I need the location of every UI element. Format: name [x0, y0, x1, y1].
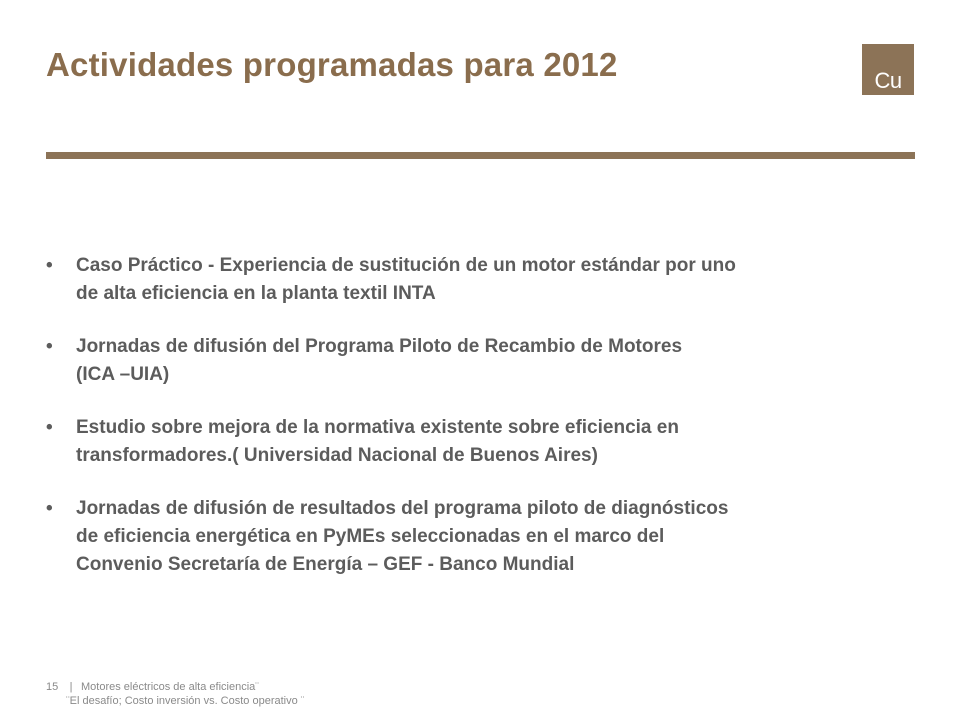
bullet-line: Jornadas de difusión de resultados del programa piloto de diagnósticos — [76, 498, 729, 519]
bullet-line: de eficiencia energética en PyMEs seleccionadas en el marco del — [76, 526, 665, 547]
bullet-line: (ICA –UIA) — [76, 364, 170, 385]
bullet-item — [46, 252, 926, 308]
bullet-line: Jornadas de difusión del Programa Piloto de Recambio de Motores — [76, 336, 683, 357]
bullet-item — [46, 414, 926, 470]
logo-text: Cu — [874, 68, 902, 93]
bullet-line: de alta eficiencia en la planta textil INTA — [76, 283, 436, 304]
footer-line-1: Motores eléctricos de alta eficiencia¨ — [81, 681, 259, 693]
bullet-dot-icon: • — [46, 255, 53, 276]
bullet-line: Caso Práctico - Experiencia de sustitución de un motor estándar por uno — [76, 255, 736, 276]
cu-logo — [862, 44, 914, 95]
bullet-line: Estudio sobre mejora de la normativa existente sobre eficiencia en — [76, 417, 679, 438]
bullet-item — [46, 495, 926, 579]
slide-title: Actividades programadas para 2012 — [46, 46, 618, 83]
page-number: 15 — [46, 681, 59, 693]
bullet-dot-icon: • — [46, 417, 53, 438]
slide-footer — [46, 680, 304, 708]
bullet-dot-icon: • — [46, 498, 53, 519]
footer-separator: | — [69, 681, 73, 693]
footer-line-2: ¨El desafío; Costo inversión vs. Costo operativo ¨ — [66, 695, 305, 707]
bullet-dot-icon: • — [46, 336, 53, 357]
title-divider — [46, 152, 915, 159]
bullet-list — [46, 252, 926, 604]
bullet-line: Convenio Secretaría de Energía – GEF - Banco Mundial — [76, 554, 575, 575]
bullet-item — [46, 333, 926, 389]
bullet-line: transformadores.( Universidad Nacional de Buenos Aires) — [76, 445, 598, 466]
